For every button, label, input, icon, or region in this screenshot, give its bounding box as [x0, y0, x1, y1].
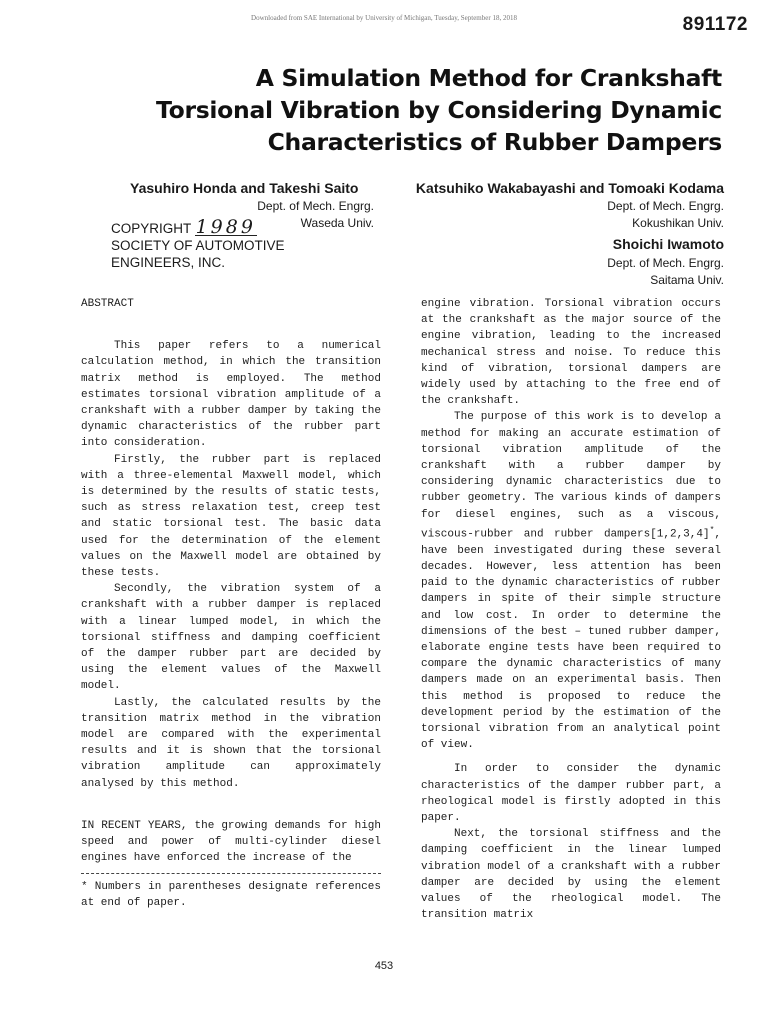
author-names-right-2: Shoichi Iwamoto	[612, 236, 724, 252]
right-column	[421, 296, 721, 923]
abstract-paragraph-4: Lastly, the calculated results by the transition matrix method in the vibration model are compared with the experimental results and it is shown that the torsional vibration amplitude can approximately analysed by this method.	[81, 696, 381, 790]
affiliation-dept-left: Dept. of Mech. Engrg.	[257, 199, 374, 213]
right-paragraph-4: Next, the torsional stiffness and the damping coefficient in the linear lumped vibration model of a crankshaft with a rubber damper are decided by using the element values of the rheological model. The transition matrix	[421, 828, 721, 922]
author-names-right-1: Katsuhiko Wakabayashi and Tomoaki Kodama	[415, 180, 724, 196]
copyright-society: SOCIETY OF AUTOMOTIVE	[111, 238, 285, 253]
footnote-divider	[81, 873, 381, 874]
abstract-paragraph-3: Secondly, the vibration system of a crankshaft with a rubber damper is replaced with a linear lumped model, in which the torsional stiffness and damping coefficient of the damper rubber part are decided by using the element values of the Maxwell model.	[81, 583, 381, 693]
download-note: Downloaded from SAE International by University of Michigan, Tuesday, September 18, 2018	[251, 14, 517, 22]
paper-number: 891172	[682, 14, 748, 35]
paper-title	[156, 62, 722, 158]
title-line-3: Characteristics of Rubber Dampers	[267, 128, 722, 156]
right-paragraph-1: engine vibration. Torsional vibration occurs at the crankshaft as the major source of the engine vibration, leading to the increased mechanical stress and noise. To reduce this kind of vibration, torsional dampers are widely used by attaching to the free end of the crankshaft.	[421, 298, 721, 408]
copyright-year: 1989	[195, 216, 256, 238]
intro-paragraph	[81, 818, 381, 867]
abstract-paragraph-2: Firstly, the rubber part is replaced with a three-elemental Maxwell model, which is determined by the results of static tests, such as stress relaxation test, creep test and static torsional test. The basic data used for the determination of the element values on the Maxwell model are obtained by these tests.	[81, 453, 381, 580]
footnote: * Numbers in parentheses designate references at end of paper.	[81, 880, 381, 909]
page-number: 453	[374, 960, 394, 972]
left-column	[81, 296, 381, 911]
copyright-label: COPYRIGHT	[111, 221, 192, 236]
abstract-paragraph-1: This paper refers to a numerical calculation method, in which the transition matrix method is employed. The method estimates torsional vibration amplitude of a crankshaft with a rubber damper by taking the dynamic characteristics of the rubber part into consideration.	[81, 340, 381, 450]
affiliation-univ-left: Waseda Univ.	[300, 216, 374, 230]
intro-text: the growing demands for high speed and power of multi-cylinder diesel engines have enforced the increase of the	[81, 819, 381, 865]
affiliation-univ-right-1: Kokushikan Univ.	[632, 216, 724, 230]
title-line-2: Torsional Vibration by Considering Dynamic	[155, 96, 722, 124]
right-paragraph-2-b: , have been investigated during these several decades. However, less attention has been paid to the dynamic characteristics of rubber dampers in spite of their simple structure and low cost. In order to determine the dimensions of the best – tuned rubber damper, elaborate engine tests have been required to compare the dynamic characteristics of many dampers made on an experimental basis. Then this method is proposed to reduce the development period by the estimation of the torsional vibration from an analytical point of view.	[421, 528, 721, 752]
right-paragraph-3: In order to consider the dynamic characteristics of the damper rubber part, a rheological model is firstly adopted in this paper.	[421, 763, 721, 824]
abstract-heading: ABSTRACT	[81, 298, 134, 310]
author-names-left: Yasuhiro Honda and Takeshi Saito	[130, 180, 359, 196]
footnote-marker: *	[709, 525, 715, 535]
intro-lead: IN RECENT YEARS,	[81, 819, 188, 832]
affiliation-univ-right-2: Saitama Univ.	[650, 273, 724, 287]
affiliation-dept-right-1: Dept. of Mech. Engrg.	[607, 199, 724, 213]
copyright-engineers: ENGINEERS, INC.	[111, 255, 226, 270]
title-line-1: A Simulation Method for Crankshaft	[255, 64, 722, 92]
right-paragraph-2	[421, 409, 721, 753]
right-paragraph-2-a: The purpose of this work is to develop a method for making an accurate estimation of torsional vibration amplitude of the crankshaft with a rubber damper by considering dynamic characteristics due to rubber geometry. The various kinds of dampers for diesel engines, such as a viscous, viscous-rubber and rubber dampers[1,2,3,4]	[421, 411, 721, 541]
copyright-block	[111, 216, 285, 271]
affiliation-dept-right-2: Dept. of Mech. Engrg.	[607, 256, 724, 270]
